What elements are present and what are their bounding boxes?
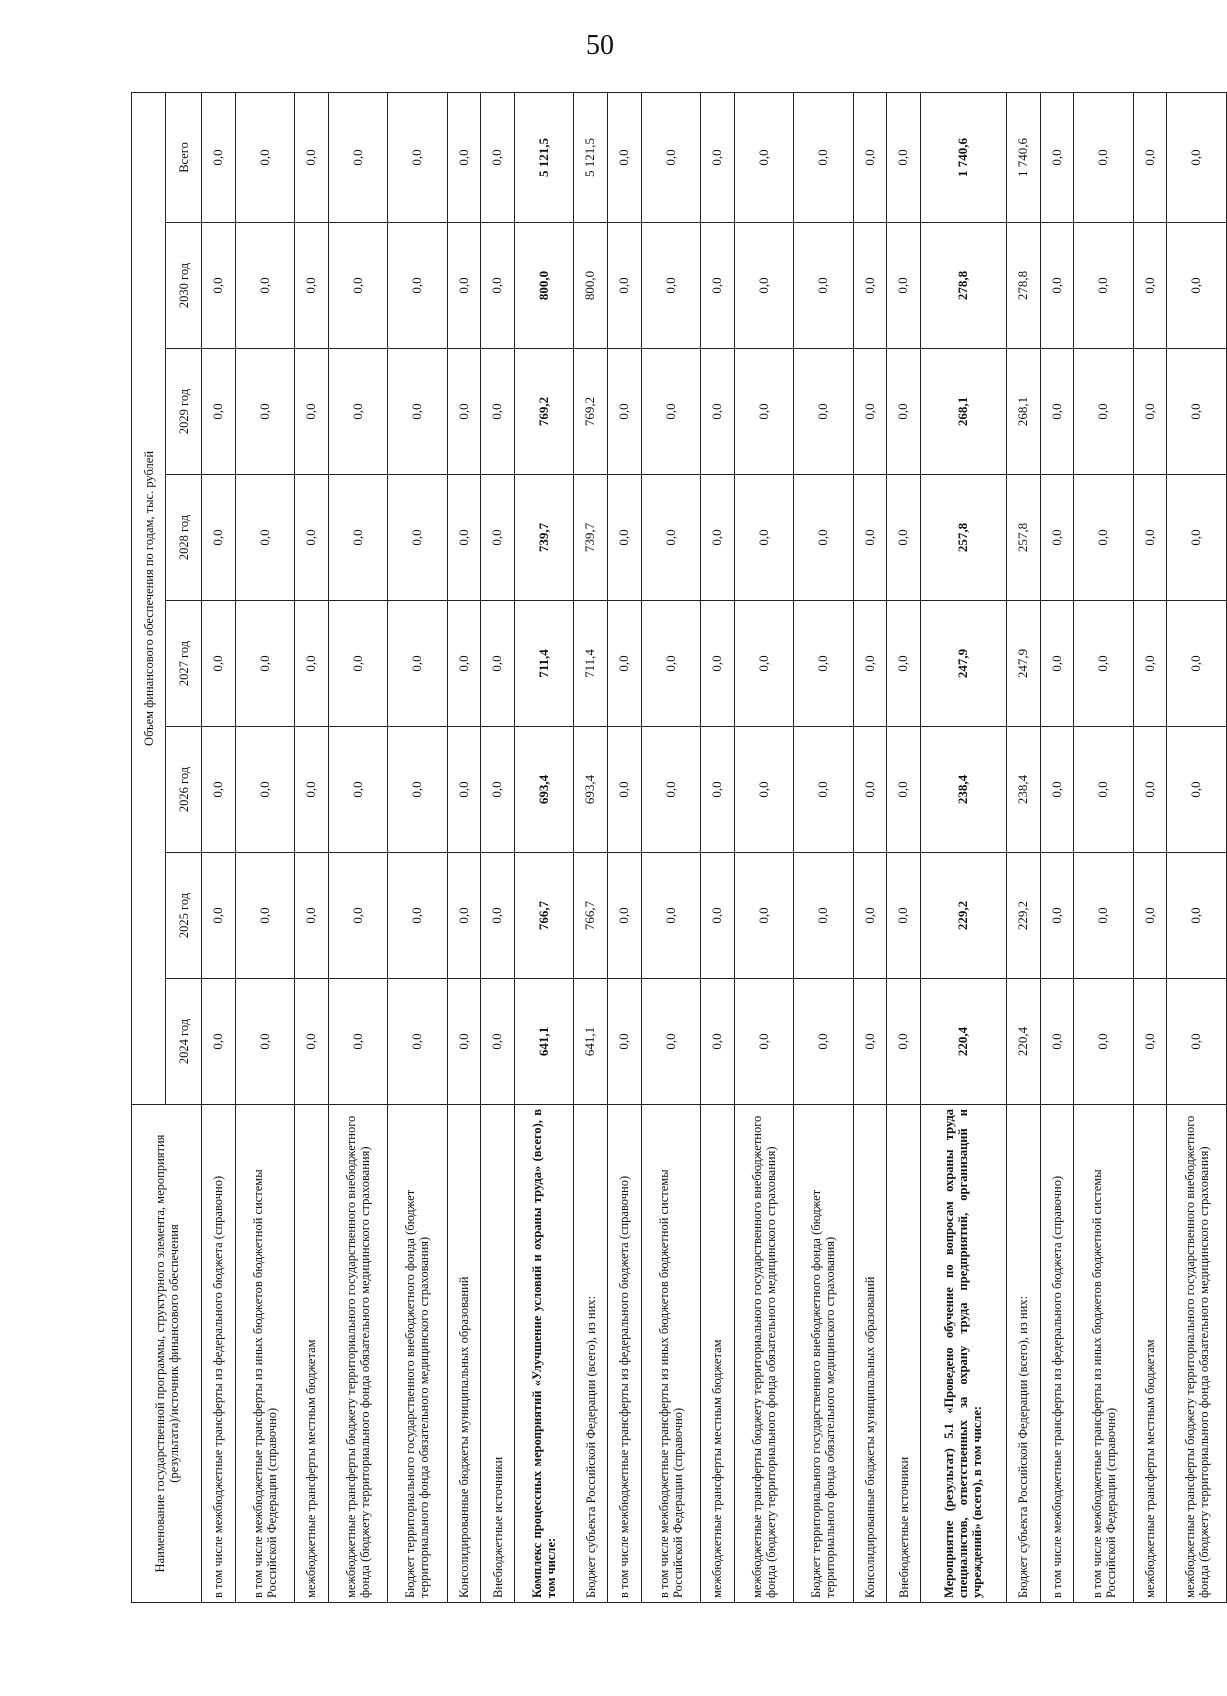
row-year-value: 0,0 (853, 601, 887, 727)
row-year-value: 0,0 (853, 979, 887, 1105)
row-year-value: 641,1 (574, 979, 608, 1105)
row-year-value: 0,0 (887, 475, 921, 601)
row-total-value: 0,0 (481, 92, 515, 222)
row-source-name: Комплекс процессных мероприятий «Улучшение условий и охраны труда» (всего), в том числе: (514, 1105, 573, 1603)
row-year-value: 800,0 (574, 223, 608, 349)
row-year-value: 0,0 (1167, 349, 1227, 475)
row-year-value: 0,0 (295, 979, 329, 1105)
row-source-name: межбюджетные трансферты местным бюджетам (1133, 1105, 1167, 1603)
table-row (388, 92, 447, 1602)
row-year-value: 0,0 (481, 979, 515, 1105)
row-year-value: 0,0 (1133, 601, 1167, 727)
row-year-value: 247,9 (920, 601, 1006, 727)
row-year-value: 0,0 (607, 475, 641, 601)
row-year-value: 0,0 (388, 979, 447, 1105)
row-year-value: 0,0 (235, 475, 294, 601)
row-total-value: 0,0 (1074, 92, 1133, 222)
row-year-value: 739,7 (514, 475, 573, 601)
table-row (1167, 92, 1227, 1602)
row-year-value: 0,0 (701, 727, 735, 853)
row-year-value: 0,0 (1167, 979, 1227, 1105)
row-source-name: в том числе межбюджетные трансферты из иных бюджетов бюджетной системы Российской Федерации (справочно) (641, 1105, 700, 1603)
row-year-value: 0,0 (607, 349, 641, 475)
row-year-value: 0,0 (607, 601, 641, 727)
row-year-value: 0,0 (295, 223, 329, 349)
row-source-name: Консолидированные бюджеты муниципальных образований (853, 1105, 887, 1603)
row-year-value: 0,0 (701, 601, 735, 727)
row-year-value: 0,0 (701, 853, 735, 979)
row-year-value: 0,0 (641, 727, 700, 853)
row-source-name: Внебюджетные источники (481, 1105, 515, 1603)
row-year-value: 0,0 (734, 349, 793, 475)
row-year-value: 0,0 (1040, 349, 1074, 475)
row-year-value: 0,0 (481, 727, 515, 853)
row-year-value: 0,0 (887, 349, 921, 475)
table-row (328, 92, 387, 1602)
row-year-value: 0,0 (734, 727, 793, 853)
table-row (1007, 92, 1041, 1602)
row-year-value: 0,0 (607, 223, 641, 349)
row-year-value: 0,0 (1167, 853, 1227, 979)
row-year-value: 0,0 (641, 601, 700, 727)
row-year-value: 0,0 (794, 853, 853, 979)
row-year-value: 278,8 (920, 223, 1006, 349)
table-row (574, 92, 608, 1602)
row-year-value: 229,2 (1007, 853, 1041, 979)
table-row (295, 92, 329, 1602)
row-total-value: 0,0 (1167, 92, 1227, 222)
row-total-value: 0,0 (447, 92, 481, 222)
row-source-name: межбюджетные трансферты бюджету территориального государственного внебюджетного фонда (бюджету территориального фонда обязательного медицинского страхования) (1167, 1105, 1227, 1603)
row-year-value: 0,0 (1040, 727, 1074, 853)
page-number: 50 (586, 30, 614, 61)
row-year-value: 0,0 (295, 349, 329, 475)
row-year-value: 0,0 (734, 979, 793, 1105)
header-volume: Объем финансового обеспечения по годам, тыс. рублей (132, 92, 166, 1104)
row-year-value: 0,0 (887, 979, 921, 1105)
row-year-value: 0,0 (1074, 475, 1133, 601)
row-year-value: 0,0 (388, 727, 447, 853)
row-total-value: 0,0 (235, 92, 294, 222)
row-year-value: 0,0 (794, 475, 853, 601)
row-total-value: 0,0 (295, 92, 329, 222)
row-year-value: 0,0 (794, 223, 853, 349)
table-row (853, 92, 887, 1602)
row-year-value: 0,0 (641, 853, 700, 979)
rotated-table-wrapper (131, 93, 1227, 1603)
row-year-value: 769,2 (574, 349, 608, 475)
row-year-value: 268,1 (1007, 349, 1041, 475)
table-row (202, 92, 236, 1602)
row-total-value: 1 740,6 (920, 92, 1006, 222)
row-year-value: 0,0 (1074, 727, 1133, 853)
row-year-value: 0,0 (202, 601, 236, 727)
row-year-value: 0,0 (701, 475, 735, 601)
row-year-value: 0,0 (388, 475, 447, 601)
table-row (1074, 92, 1133, 1602)
row-year-value: 0,0 (734, 475, 793, 601)
financing-table (131, 92, 1227, 1603)
header-year: 2024 год (166, 979, 202, 1105)
row-year-value: 0,0 (887, 853, 921, 979)
row-source-name: в том числе межбюджетные трансферты из иных бюджетов бюджетной системы Российской Федерации (справочно) (235, 1105, 294, 1603)
row-total-value: 0,0 (1040, 92, 1074, 222)
row-year-value: 0,0 (235, 223, 294, 349)
row-year-value: 769,2 (514, 349, 573, 475)
row-year-value: 0,0 (202, 349, 236, 475)
row-total-value: 5 121,5 (574, 92, 608, 222)
row-year-value: 0,0 (1133, 979, 1167, 1105)
row-year-value: 0,0 (1040, 223, 1074, 349)
row-total-value: 1 740,6 (1007, 92, 1041, 222)
row-year-value: 0,0 (701, 979, 735, 1105)
row-year-value: 0,0 (887, 601, 921, 727)
row-year-value: 0,0 (328, 853, 387, 979)
row-year-value: 0,0 (794, 349, 853, 475)
row-year-value: 0,0 (607, 727, 641, 853)
row-total-value: 0,0 (607, 92, 641, 222)
row-total-value: 5 121,5 (514, 92, 573, 222)
table-row (887, 92, 921, 1602)
row-year-value: 0,0 (328, 475, 387, 601)
table-row (920, 92, 1006, 1602)
row-year-value: 0,0 (481, 601, 515, 727)
table-row (235, 92, 294, 1602)
row-year-value: 0,0 (481, 853, 515, 979)
row-source-name: Внебюджетные источники (887, 1105, 921, 1603)
row-year-value: 0,0 (1133, 853, 1167, 979)
row-year-value: 0,0 (734, 223, 793, 349)
row-year-value: 0,0 (701, 349, 735, 475)
row-year-value: 229,2 (920, 853, 1006, 979)
table-row (1040, 92, 1074, 1602)
header-year: 2025 год (166, 853, 202, 979)
row-year-value: 0,0 (328, 601, 387, 727)
row-year-value: 0,0 (794, 979, 853, 1105)
row-source-name: Бюджет субъекта Российской Федерации (всего), из них: (1007, 1105, 1041, 1603)
row-year-value: 0,0 (1040, 979, 1074, 1105)
row-year-value: 0,0 (853, 223, 887, 349)
row-year-value: 0,0 (1040, 853, 1074, 979)
row-total-value: 0,0 (887, 92, 921, 222)
row-year-value: 0,0 (202, 475, 236, 601)
row-year-value: 0,0 (295, 601, 329, 727)
row-year-value: 0,0 (1074, 223, 1133, 349)
row-year-value: 238,4 (920, 727, 1006, 853)
row-year-value: 0,0 (1133, 349, 1167, 475)
row-source-name: Бюджет территориального государственного внебюджетного фонда (бюджет территориального фонда обязательного медицинского страхования) (388, 1105, 447, 1603)
row-year-value: 0,0 (328, 223, 387, 349)
row-year-value: 0,0 (388, 853, 447, 979)
row-year-value: 0,0 (388, 349, 447, 475)
table-row (794, 92, 853, 1602)
row-year-value: 268,1 (920, 349, 1006, 475)
row-year-value: 693,4 (574, 727, 608, 853)
row-source-name: в том числе межбюджетные трансферты из федерального бюджета (справочно) (607, 1105, 641, 1603)
row-year-value: 0,0 (1133, 475, 1167, 601)
row-total-value: 0,0 (701, 92, 735, 222)
table-row (641, 92, 700, 1602)
row-year-value: 0,0 (1074, 853, 1133, 979)
row-year-value: 711,4 (514, 601, 573, 727)
row-year-value: 0,0 (481, 475, 515, 601)
row-year-value: 0,0 (328, 979, 387, 1105)
row-year-value: 0,0 (853, 475, 887, 601)
row-total-value: 0,0 (202, 92, 236, 222)
row-year-value: 0,0 (1167, 727, 1227, 853)
row-source-name: Консолидированные бюджеты муниципальных образований (447, 1105, 481, 1603)
row-year-value: 0,0 (853, 727, 887, 853)
row-year-value: 0,0 (701, 223, 735, 349)
row-total-value: 0,0 (388, 92, 447, 222)
row-year-value: 766,7 (514, 853, 573, 979)
header-year: 2028 год (166, 475, 202, 601)
row-year-value: 0,0 (1074, 349, 1133, 475)
row-total-value: 0,0 (641, 92, 700, 222)
row-year-value: 0,0 (794, 727, 853, 853)
row-source-name: межбюджетные трансферты местным бюджетам (295, 1105, 329, 1603)
row-year-value: 0,0 (641, 349, 700, 475)
row-year-value: 0,0 (853, 853, 887, 979)
row-year-value: 0,0 (447, 223, 481, 349)
row-source-name: в том числе межбюджетные трансферты из федерального бюджета (справочно) (1040, 1105, 1074, 1603)
row-source-name: Бюджет территориального государственного внебюджетного фонда (бюджет территориального фонда обязательного медицинского страхования) (794, 1105, 853, 1603)
row-year-value: 0,0 (1040, 601, 1074, 727)
row-year-value: 0,0 (295, 853, 329, 979)
header-total: Всего (166, 92, 202, 222)
header-name-column: Наименование государственной программы, структурного элемента, мероприятия (результата)/источник финансового обеспечения (132, 1105, 202, 1603)
table-body (202, 92, 1227, 1602)
row-year-value: 0,0 (295, 475, 329, 601)
header-year: 2029 год (166, 349, 202, 475)
row-year-value: 0,0 (447, 601, 481, 727)
row-total-value: 0,0 (853, 92, 887, 222)
row-total-value: 0,0 (1133, 92, 1167, 222)
header-year: 2030 год (166, 223, 202, 349)
row-year-value: 0,0 (388, 223, 447, 349)
row-source-name: межбюджетные трансферты бюджету территориального государственного внебюджетного фонда (бюджету территориального фонда обязательного медицинского страхования) (328, 1105, 387, 1603)
row-year-value: 0,0 (481, 349, 515, 475)
row-year-value: 0,0 (641, 979, 700, 1105)
row-year-value: 693,4 (514, 727, 573, 853)
row-year-value: 0,0 (447, 475, 481, 601)
row-year-value: 0,0 (1133, 727, 1167, 853)
row-year-value: 766,7 (574, 853, 608, 979)
row-year-value: 220,4 (1007, 979, 1041, 1105)
row-year-value: 711,4 (574, 601, 608, 727)
row-year-value: 0,0 (447, 349, 481, 475)
row-year-value: 247,9 (1007, 601, 1041, 727)
row-year-value: 800,0 (514, 223, 573, 349)
row-year-value: 0,0 (607, 853, 641, 979)
row-year-value: 0,0 (235, 601, 294, 727)
row-year-value: 0,0 (202, 727, 236, 853)
row-year-value: 0,0 (202, 223, 236, 349)
row-year-value: 0,0 (235, 727, 294, 853)
row-source-name: в том числе межбюджетные трансферты из иных бюджетов бюджетной системы Российской Федерации (справочно) (1074, 1105, 1133, 1603)
row-year-value: 0,0 (734, 601, 793, 727)
row-year-value: 0,0 (328, 349, 387, 475)
row-year-value: 257,8 (1007, 475, 1041, 601)
row-year-value: 0,0 (202, 853, 236, 979)
row-year-value: 0,0 (887, 223, 921, 349)
row-year-value: 0,0 (1074, 979, 1133, 1105)
row-year-value: 0,0 (235, 349, 294, 475)
row-total-value: 0,0 (328, 92, 387, 222)
row-source-name: межбюджетные трансферты бюджету территориального государственного внебюджетного фонда (бюджету территориального фонда обязательного медицинского страхования) (734, 1105, 793, 1603)
row-source-name: в том числе межбюджетные трансферты из федерального бюджета (справочно) (202, 1105, 236, 1603)
row-total-value: 0,0 (794, 92, 853, 222)
row-year-value: 0,0 (1167, 601, 1227, 727)
table-row (1133, 92, 1167, 1602)
row-year-value: 220,4 (920, 979, 1006, 1105)
row-year-value: 739,7 (574, 475, 608, 601)
row-year-value: 257,8 (920, 475, 1006, 601)
header-year: 2026 год (166, 727, 202, 853)
row-year-value: 0,0 (295, 727, 329, 853)
row-year-value: 0,0 (202, 979, 236, 1105)
row-year-value: 0,0 (734, 853, 793, 979)
row-year-value: 0,0 (1167, 475, 1227, 601)
row-year-value: 0,0 (447, 853, 481, 979)
row-year-value: 0,0 (481, 223, 515, 349)
row-year-value: 0,0 (607, 979, 641, 1105)
row-year-value: 0,0 (887, 727, 921, 853)
row-year-value: 0,0 (447, 979, 481, 1105)
row-year-value: 0,0 (1074, 601, 1133, 727)
row-year-value: 0,0 (235, 979, 294, 1105)
row-year-value: 238,4 (1007, 727, 1041, 853)
row-year-value: 0,0 (1167, 223, 1227, 349)
row-year-value: 0,0 (1133, 223, 1167, 349)
row-year-value: 0,0 (328, 727, 387, 853)
table-row (701, 92, 735, 1602)
row-source-name: Мероприятие (результат) 5.1 «Проведено обучение по вопросам охраны труда специалистов, ответственных за охрану труда предприятий, организаций и учреждений» (всего), в том числе: (920, 1105, 1006, 1603)
row-year-value: 0,0 (641, 223, 700, 349)
table-row (447, 92, 481, 1602)
row-year-value: 0,0 (235, 853, 294, 979)
row-year-value: 641,1 (514, 979, 573, 1105)
row-year-value: 0,0 (1040, 475, 1074, 601)
row-year-value: 278,8 (1007, 223, 1041, 349)
table-row (607, 92, 641, 1602)
table-row (481, 92, 515, 1602)
row-year-value: 0,0 (853, 349, 887, 475)
row-year-value: 0,0 (388, 601, 447, 727)
row-source-name: Бюджет субъекта Российской Федерации (всего), из них: (574, 1105, 608, 1603)
row-total-value: 0,0 (734, 92, 793, 222)
row-year-value: 0,0 (794, 601, 853, 727)
header-year: 2027 год (166, 601, 202, 727)
table-row (734, 92, 793, 1602)
row-year-value: 0,0 (641, 475, 700, 601)
table-row (514, 92, 573, 1602)
row-year-value: 0,0 (447, 727, 481, 853)
row-source-name: межбюджетные трансферты местным бюджетам (701, 1105, 735, 1603)
